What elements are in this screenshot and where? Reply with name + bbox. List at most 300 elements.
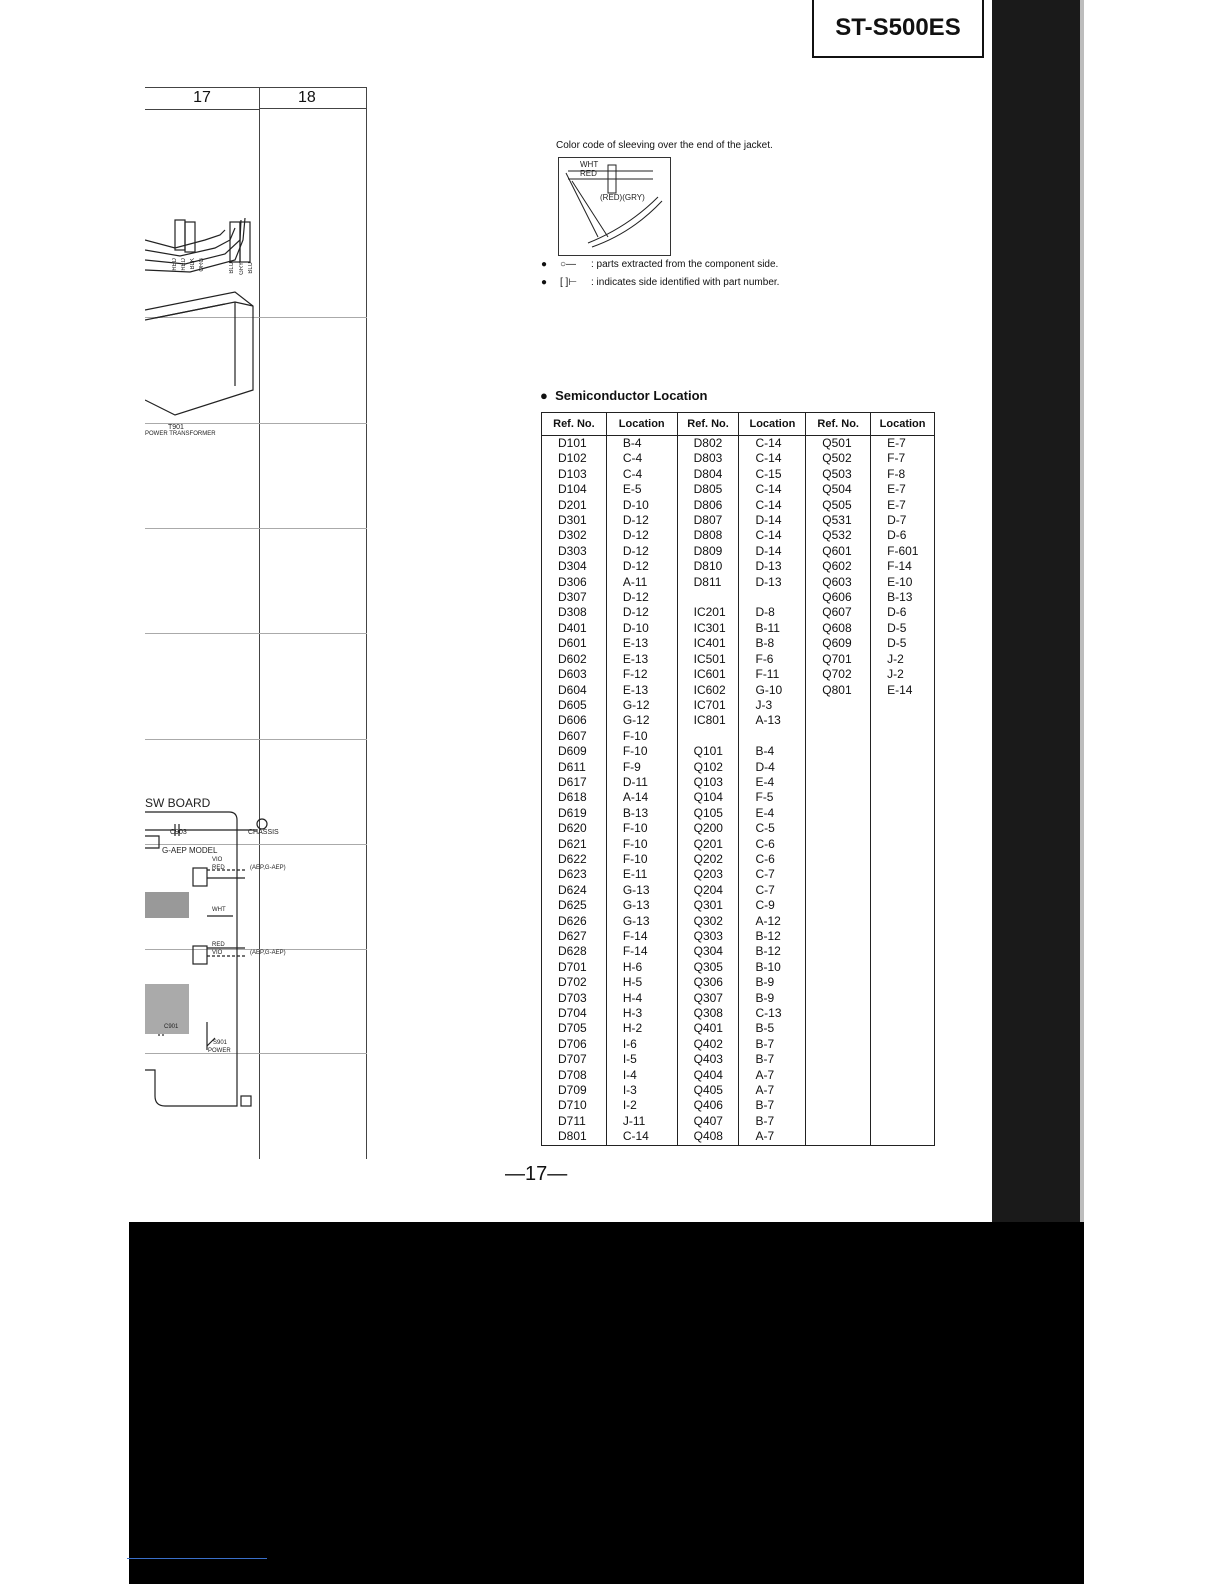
table-row xyxy=(542,1021,935,1036)
ref-no-cell xyxy=(806,1114,871,1129)
col-header: Location xyxy=(606,413,677,436)
location-cell: I-6 xyxy=(606,1037,677,1052)
table-row xyxy=(542,544,935,559)
table-row xyxy=(542,621,935,636)
location-cell: D-5 xyxy=(871,621,935,636)
ref-no-cell: D708 xyxy=(542,1068,607,1083)
location-cell xyxy=(871,883,935,898)
location-cell: D-12 xyxy=(606,559,677,574)
ref-no-cell: D705 xyxy=(542,1021,607,1036)
location-cell: A-7 xyxy=(739,1129,806,1145)
ref-no-cell: D102 xyxy=(542,451,607,466)
semiconductor-location-table xyxy=(541,412,935,1146)
location-cell xyxy=(871,729,935,744)
table-row xyxy=(542,713,935,728)
location-cell: A-7 xyxy=(739,1068,806,1083)
table-row xyxy=(542,775,935,790)
location-cell: B-7 xyxy=(739,1114,806,1129)
scan-edge xyxy=(992,0,1080,1225)
ref-no-cell: Q103 xyxy=(677,775,739,790)
ref-no-cell: Q306 xyxy=(677,975,739,990)
table-row xyxy=(542,1129,935,1145)
location-cell: E-4 xyxy=(739,806,806,821)
ref-no-cell: IC501 xyxy=(677,652,739,667)
location-cell: F-5 xyxy=(739,790,806,805)
location-cell: C-4 xyxy=(606,451,677,466)
location-cell xyxy=(871,1068,935,1083)
table-row xyxy=(542,1052,935,1067)
location-cell: B-11 xyxy=(739,621,806,636)
ref-no-cell: D603 xyxy=(542,667,607,682)
ref-no-cell xyxy=(806,1006,871,1021)
location-cell: E-4 xyxy=(739,775,806,790)
ref-no-cell: D808 xyxy=(677,528,739,543)
table-row xyxy=(542,975,935,990)
ref-no-cell xyxy=(806,806,871,821)
location-cell: D-12 xyxy=(606,544,677,559)
ref-no-cell: Q606 xyxy=(806,590,871,605)
table-row xyxy=(542,867,935,882)
location-cell: C-6 xyxy=(739,852,806,867)
ref-no-cell: D707 xyxy=(542,1052,607,1067)
location-cell: D-14 xyxy=(739,544,806,559)
location-cell: I-3 xyxy=(606,1083,677,1098)
table-row xyxy=(542,837,935,852)
table-row xyxy=(542,559,935,574)
ref-no-cell: D302 xyxy=(542,528,607,543)
ref-no-cell xyxy=(806,1083,871,1098)
ref-no-cell xyxy=(806,713,871,728)
grid-line xyxy=(145,87,367,88)
location-cell: E-7 xyxy=(871,498,935,513)
location-cell: A-11 xyxy=(606,575,677,590)
ref-no-cell: D703 xyxy=(542,991,607,1006)
location-cell: D-12 xyxy=(606,513,677,528)
ref-no-cell xyxy=(806,975,871,990)
ref-no-cell: Q104 xyxy=(677,790,739,805)
table-row xyxy=(542,1114,935,1129)
ref-no-cell: D301 xyxy=(542,513,607,528)
location-cell: B-4 xyxy=(739,744,806,759)
ref-no-cell: D803 xyxy=(677,451,739,466)
ref-no-cell: Q305 xyxy=(677,960,739,975)
ref-no-cell: D304 xyxy=(542,559,607,574)
wire-wht-label: WHT xyxy=(212,907,226,913)
location-cell: C-14 xyxy=(739,436,806,452)
ref-no-cell xyxy=(677,729,739,744)
location-cell: F-10 xyxy=(606,821,677,836)
location-cell: E-13 xyxy=(606,683,677,698)
location-cell: G-12 xyxy=(606,698,677,713)
g-aep-model-label: G-AEP MODEL xyxy=(162,846,218,855)
ref-no-cell: Q102 xyxy=(677,760,739,775)
c901-label: C901 xyxy=(164,1024,179,1030)
location-cell: D-12 xyxy=(606,590,677,605)
sleeve-red: RED xyxy=(580,169,597,178)
location-cell: J-3 xyxy=(739,698,806,713)
ref-no-cell xyxy=(806,1021,871,1036)
ref-no-cell xyxy=(806,821,871,836)
ref-no-cell: Q504 xyxy=(806,482,871,497)
ref-no-cell: IC401 xyxy=(677,636,739,651)
ref-no-cell: D811 xyxy=(677,575,739,590)
ref-no-cell: Q202 xyxy=(677,852,739,867)
ref-no-cell: Q503 xyxy=(806,467,871,482)
location-cell xyxy=(871,960,935,975)
ref-no-cell: Q406 xyxy=(677,1098,739,1113)
location-cell: F-9 xyxy=(606,760,677,775)
table-row xyxy=(542,898,935,913)
location-cell: J-2 xyxy=(871,667,935,682)
location-cell xyxy=(871,867,935,882)
ref-no-cell: Q607 xyxy=(806,605,871,620)
location-cell: F-10 xyxy=(606,837,677,852)
ref-no-cell xyxy=(806,1068,871,1083)
table-row xyxy=(542,914,935,929)
ref-no-cell xyxy=(806,944,871,959)
table-row xyxy=(542,467,935,482)
location-cell xyxy=(871,929,935,944)
location-cell xyxy=(871,698,935,713)
extract-symbol-icon: ○— xyxy=(560,259,577,270)
location-cell xyxy=(871,1037,935,1052)
location-cell: E-14 xyxy=(871,683,935,698)
location-cell xyxy=(871,898,935,913)
location-cell xyxy=(871,1006,935,1021)
wire-color: BLU xyxy=(248,262,254,274)
col-header: Ref. No. xyxy=(806,413,871,436)
ref-no-cell: D303 xyxy=(542,544,607,559)
table-row xyxy=(542,590,935,605)
grid-col-18: 18 xyxy=(260,87,367,109)
ref-no-cell: D805 xyxy=(677,482,739,497)
ref-no-cell: D401 xyxy=(542,621,607,636)
location-cell: F-11 xyxy=(739,667,806,682)
location-cell: F-10 xyxy=(606,729,677,744)
location-cell xyxy=(871,1021,935,1036)
ref-no-cell: D307 xyxy=(542,590,607,605)
location-cell: D-10 xyxy=(606,498,677,513)
table-row xyxy=(542,883,935,898)
location-cell xyxy=(871,1098,935,1113)
location-cell xyxy=(871,1083,935,1098)
location-cell: B-9 xyxy=(739,975,806,990)
ref-no-cell: Q609 xyxy=(806,636,871,651)
ref-no-cell: Q702 xyxy=(806,667,871,682)
table-row xyxy=(542,667,935,682)
wire-color: RED xyxy=(172,258,178,271)
ref-no-cell: D807 xyxy=(677,513,739,528)
table-row xyxy=(542,929,935,944)
ref-no-cell: Q602 xyxy=(806,559,871,574)
grid-line xyxy=(145,528,367,529)
wire-color: BLK xyxy=(190,258,196,270)
wire-vio-label: VIO xyxy=(212,857,223,863)
table-row xyxy=(542,1098,935,1113)
ref-no-cell xyxy=(806,960,871,975)
ref-no-cell xyxy=(806,991,871,1006)
location-cell: C-14 xyxy=(739,528,806,543)
location-cell xyxy=(871,760,935,775)
table-header-row xyxy=(542,413,935,436)
wire-color: RED xyxy=(181,258,187,271)
ref-no-cell xyxy=(806,729,871,744)
note-side: : indicates side identified with part number. xyxy=(591,277,780,288)
ref-no-cell: D628 xyxy=(542,944,607,959)
location-cell xyxy=(871,991,935,1006)
location-cell xyxy=(871,944,935,959)
location-cell: F-14 xyxy=(606,944,677,959)
ref-no-cell: D618 xyxy=(542,790,607,805)
location-cell xyxy=(871,775,935,790)
ref-no-cell: Q302 xyxy=(677,914,739,929)
location-cell: D-13 xyxy=(739,575,806,590)
c903-label: C903 xyxy=(170,829,187,836)
ref-no-cell: Q601 xyxy=(806,544,871,559)
ref-no-cell: Q401 xyxy=(677,1021,739,1036)
ref-no-cell: Q501 xyxy=(806,436,871,452)
table-row xyxy=(542,806,935,821)
location-cell: C-13 xyxy=(739,1006,806,1021)
location-cell: C-15 xyxy=(739,467,806,482)
ref-no-cell xyxy=(806,929,871,944)
location-cell xyxy=(739,729,806,744)
scan-edge xyxy=(1080,0,1084,1225)
sleeve-diagram xyxy=(558,157,671,256)
location-cell: G-13 xyxy=(606,898,677,913)
table-row xyxy=(542,760,935,775)
ref-no-cell xyxy=(806,1129,871,1145)
ref-no-cell: D621 xyxy=(542,837,607,852)
table-row xyxy=(542,944,935,959)
ref-no-cell: D619 xyxy=(542,806,607,821)
location-cell: H-5 xyxy=(606,975,677,990)
location-cell: D-4 xyxy=(739,760,806,775)
table-row xyxy=(542,451,935,466)
ref-no-cell: D306 xyxy=(542,575,607,590)
grid-divider xyxy=(366,87,367,1159)
ref-no-cell: Q201 xyxy=(677,837,739,852)
transformer-label: POWER TRANSFORMER xyxy=(145,431,216,437)
ref-no-cell: IC801 xyxy=(677,713,739,728)
page-number: —17— xyxy=(505,1163,568,1185)
wire-color: ORG xyxy=(199,258,205,272)
location-cell: D-6 xyxy=(871,528,935,543)
ref-no-cell: D624 xyxy=(542,883,607,898)
ref-no-cell xyxy=(806,1052,871,1067)
section-title-text: Semiconductor Location xyxy=(555,388,708,403)
ref-no-cell: Q308 xyxy=(677,1006,739,1021)
ref-no-cell: Q502 xyxy=(806,451,871,466)
location-cell: J-11 xyxy=(606,1114,677,1129)
ref-no-cell xyxy=(806,698,871,713)
location-cell: B-7 xyxy=(739,1098,806,1113)
section-bullet: ● xyxy=(540,388,556,403)
location-cell: A-13 xyxy=(739,713,806,728)
ref-no-cell xyxy=(806,867,871,882)
ref-no-cell: Q701 xyxy=(806,652,871,667)
location-cell: J-2 xyxy=(871,652,935,667)
location-cell: D-13 xyxy=(739,559,806,574)
location-cell xyxy=(871,975,935,990)
location-cell: C-14 xyxy=(739,451,806,466)
ref-no-cell: D623 xyxy=(542,867,607,882)
ref-no-cell: D101 xyxy=(542,436,607,452)
ref-no-cell: Q200 xyxy=(677,821,739,836)
ref-no-cell: D711 xyxy=(542,1114,607,1129)
ref-no-cell: Q505 xyxy=(806,498,871,513)
wire-red-label: RED xyxy=(212,942,225,948)
ref-no-cell xyxy=(806,790,871,805)
location-cell: I-5 xyxy=(606,1052,677,1067)
location-cell: F-7 xyxy=(871,451,935,466)
table-row xyxy=(542,498,935,513)
section-title xyxy=(540,388,707,403)
location-cell xyxy=(871,1129,935,1145)
col-header: Location xyxy=(871,413,935,436)
ref-no-cell: IC602 xyxy=(677,683,739,698)
location-cell: A-14 xyxy=(606,790,677,805)
location-cell xyxy=(871,713,935,728)
side-symbol-icon: [ ]⊢ xyxy=(560,277,578,288)
ref-no-cell: Q307 xyxy=(677,991,739,1006)
wire-vio-label: VIO xyxy=(212,950,223,956)
ref-no-cell: IC701 xyxy=(677,698,739,713)
location-cell: E-13 xyxy=(606,652,677,667)
ref-no-cell: D626 xyxy=(542,914,607,929)
location-cell: D-8 xyxy=(739,605,806,620)
ref-no-cell: D308 xyxy=(542,605,607,620)
table-row xyxy=(542,575,935,590)
ref-no-cell: Q801 xyxy=(806,683,871,698)
power-transformer-drawing xyxy=(145,210,265,430)
ref-no-cell: IC601 xyxy=(677,667,739,682)
ref-no-cell: D201 xyxy=(542,498,607,513)
ref-no-cell: D802 xyxy=(677,436,739,452)
location-cell: A-12 xyxy=(739,914,806,929)
ref-no-cell: D706 xyxy=(542,1037,607,1052)
ref-no-cell xyxy=(806,914,871,929)
location-cell: G-12 xyxy=(606,713,677,728)
table-row xyxy=(542,821,935,836)
power-label: POWER xyxy=(208,1048,231,1054)
location-cell: B-9 xyxy=(739,991,806,1006)
location-cell: E-10 xyxy=(871,575,935,590)
location-cell: D-14 xyxy=(739,513,806,528)
ref-no-cell: D104 xyxy=(542,482,607,497)
location-cell: F-12 xyxy=(606,667,677,682)
location-cell: C-9 xyxy=(739,898,806,913)
ref-no-cell: Q532 xyxy=(806,528,871,543)
ref-no-cell: Q304 xyxy=(677,944,739,959)
sleeve-wht: WHT xyxy=(580,160,599,169)
ref-no-cell: Q402 xyxy=(677,1037,739,1052)
ref-no-cell: Q608 xyxy=(806,621,871,636)
location-cell: E-7 xyxy=(871,436,935,452)
location-cell: D-6 xyxy=(871,605,935,620)
location-cell: C-14 xyxy=(739,482,806,497)
ref-no-cell xyxy=(806,852,871,867)
model-title: ST-S500ES xyxy=(812,0,984,58)
location-cell xyxy=(871,790,935,805)
transformer-ref: T901 xyxy=(168,424,184,431)
link-underline xyxy=(127,1558,267,1559)
location-cell: B-8 xyxy=(739,636,806,651)
table-row xyxy=(542,636,935,651)
location-cell: C-4 xyxy=(606,467,677,482)
ref-no-cell: Q303 xyxy=(677,929,739,944)
ref-no-cell xyxy=(806,760,871,775)
aep-note: (AEP,G-AEP) xyxy=(250,950,286,956)
table-row xyxy=(542,652,935,667)
location-cell: D-12 xyxy=(606,605,677,620)
ref-no-cell: D701 xyxy=(542,960,607,975)
table-row xyxy=(542,1068,935,1083)
ref-no-cell: D617 xyxy=(542,775,607,790)
location-cell xyxy=(871,852,935,867)
ref-no-cell: Q531 xyxy=(806,513,871,528)
location-cell: H-3 xyxy=(606,1006,677,1021)
ref-no-cell: D801 xyxy=(542,1129,607,1145)
location-cell xyxy=(739,590,806,605)
location-cell: C-7 xyxy=(739,883,806,898)
ref-no-cell: D809 xyxy=(677,544,739,559)
location-cell: B-4 xyxy=(606,436,677,452)
location-cell: A-7 xyxy=(739,1083,806,1098)
sleeve-note: Color code of sleeving over the end of the jacket. xyxy=(556,140,773,151)
location-cell: F-10 xyxy=(606,744,677,759)
wire-color: BLU xyxy=(229,262,235,274)
chassis-label: CHASSIS xyxy=(248,829,279,836)
note-extracted: : parts extracted from the component side. xyxy=(591,259,779,270)
ref-no-cell: D607 xyxy=(542,729,607,744)
ref-no-cell: Q407 xyxy=(677,1114,739,1129)
table-row xyxy=(542,960,935,975)
location-cell: B-7 xyxy=(739,1052,806,1067)
ref-no-cell: D622 xyxy=(542,852,607,867)
location-cell: C-5 xyxy=(739,821,806,836)
ref-no-cell xyxy=(677,590,739,605)
table-row xyxy=(542,482,935,497)
location-cell: I-2 xyxy=(606,1098,677,1113)
ref-no-cell xyxy=(806,775,871,790)
ref-no-cell: D806 xyxy=(677,498,739,513)
location-cell: C-6 xyxy=(739,837,806,852)
location-cell: D-7 xyxy=(871,513,935,528)
ref-no-cell: D609 xyxy=(542,744,607,759)
ref-no-cell: D611 xyxy=(542,760,607,775)
location-cell: B-12 xyxy=(739,944,806,959)
location-cell: B-13 xyxy=(606,806,677,821)
table-row xyxy=(542,605,935,620)
location-cell: D-10 xyxy=(606,621,677,636)
location-cell: D-11 xyxy=(606,775,677,790)
table-row xyxy=(542,528,935,543)
ref-no-cell: Q404 xyxy=(677,1068,739,1083)
location-cell: C-14 xyxy=(739,498,806,513)
ref-no-cell: Q301 xyxy=(677,898,739,913)
ref-no-cell xyxy=(806,837,871,852)
col-header: Location xyxy=(739,413,806,436)
location-cell xyxy=(871,806,935,821)
location-cell: B-7 xyxy=(739,1037,806,1052)
ref-no-cell xyxy=(806,1098,871,1113)
location-cell: H-2 xyxy=(606,1021,677,1036)
location-cell: F-601 xyxy=(871,544,935,559)
ref-no-cell: D604 xyxy=(542,683,607,698)
ref-no-cell: Q105 xyxy=(677,806,739,821)
ref-no-cell: D606 xyxy=(542,713,607,728)
